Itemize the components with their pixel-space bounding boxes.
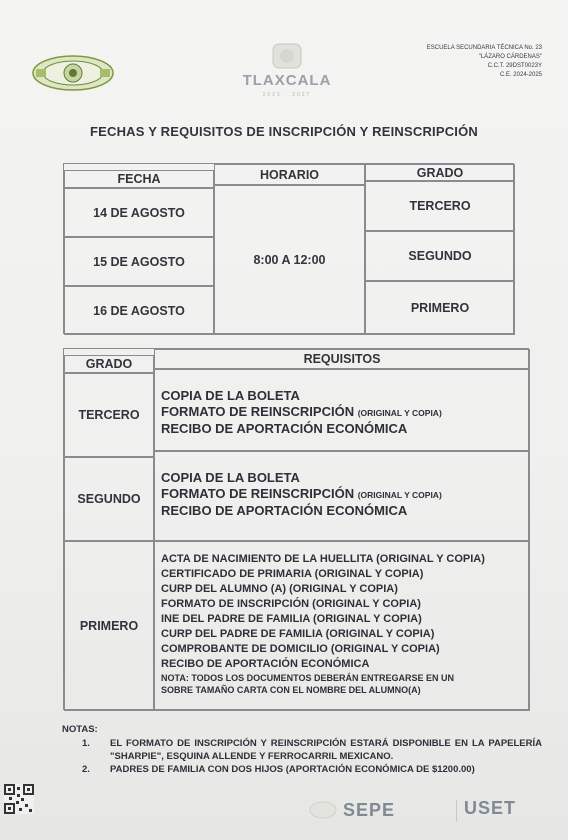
list-item: COPIA DE LA BOLETA [161,470,300,485]
school-alias: "LÁZARO CÁRDENAS" [478,54,542,60]
page-title: FECHAS Y REQUISITOS DE INSCRIPCIÓN Y REINSCRIPCIÓN [89,124,479,139]
req-cell-segundo [154,451,530,541]
list-item: COMPROBANTE DE DOMICILIO (ORIGINAL Y COPIA) [161,643,440,655]
schedule-header-grado: GRADO [365,164,515,181]
schedule-header-horario: HORARIO [214,164,365,185]
note-item-2: 2. PADRES DE FAMILIA CON DOS HIJOS (APORTACIÓN ECONÓMICA DE $1200.00) [82,764,475,775]
list-item: FORMATO DE REINSCRIPCIÓN (ORIGINAL Y COPIA) [161,404,442,419]
req-list-tercero [161,388,442,437]
req-header-requisitos: REQUISITOS [154,349,530,369]
schedule-date-1: 14 DE AGOSTO [64,188,214,237]
list-item: CERTIFICADO DE PRIMARIA (ORIGINAL Y COPIA) [161,568,424,580]
list-item: RECIBO DE APORTACIÓN ECONÓMICA [161,421,408,436]
schedule-table [63,163,514,334]
list-item: FORMATO DE INSCRIPCIÓN (ORIGINAL Y COPIA) [161,598,421,610]
footer-divider [456,800,457,822]
sepe-emblem-icon [308,800,338,820]
school-name: ESCUELA SECUNDARIA TÉCNICA No. 23 [426,45,542,51]
list-item: RECIBO DE APORTACIÓN ECONÓMICA [161,503,408,518]
notes-section [62,724,542,776]
req-grade-primero: PRIMERO [64,541,154,711]
list-item: CURP DEL ALUMNO (A) (ORIGINAL Y COPIA) [161,583,398,595]
schedule-header-fecha: FECHA [64,170,214,188]
school-info [382,44,542,80]
schedule-grade-1: TERCERO [365,181,515,231]
uset-logo-text: USET [464,798,517,818]
tlaxcala-logo [232,40,342,108]
primero-note-line-1: NOTA: TODOS LOS DOCUMENTOS DEBERÁN ENTREGARSE EN UN [161,673,455,683]
req-grade-tercero: TERCERO [64,373,154,457]
notes-label: NOTAS: [62,724,98,735]
schedule-grade-3: PRIMERO [365,281,515,335]
school-cycle: C.E. 2024-2025 [499,72,542,78]
sepe-logo-text: SEPE [343,800,396,820]
school-cct: C.C.T. 29DST0023Y [487,63,542,69]
list-item: FORMATO DE REINSCRIPCIÓN (ORIGINAL Y COPIA) [161,486,442,501]
schedule-date-3: 16 DE AGOSTO [64,286,214,335]
qr-code-icon [4,784,34,814]
state-wordmark: TLAXCALA [242,72,332,89]
list-item: COPIA DE LA BOLETA [161,388,300,403]
schedule-date-2: 15 DE AGOSTO [64,237,214,286]
req-cell-primero [154,541,530,711]
req-list-primero [161,552,485,696]
primero-note-line-2: SOBRE TAMAÑO CARTA CON EL NOMBRE DEL ALUMNO(A) [161,685,421,695]
schedule-time: 8:00 A 12:00 [214,185,365,335]
req-cell-tercero [154,369,530,451]
school-emblem-icon [30,52,116,94]
req-list-segundo [161,470,442,519]
req-grade-segundo: SEGUNDO [64,457,154,541]
list-item: RECIBO DE APORTACIÓN ECONÓMICA [161,658,370,670]
requirements-table [63,348,529,710]
req-header-grado: GRADO [64,355,154,373]
tlaxcala-emblem-icon [232,40,342,72]
note-item-1: 1. EL FORMATO DE INSCRIPCIÓN Y REINSCRIPCIÓN ESTARÁ DISPONIBLE EN LA PAPELERÍA "SHARPIE", ESQUINA ALLENDE Y FERROCARRIL MEXICANO. [82,738,542,762]
list-item: CURP DEL PADRE DE FAMILIA (ORIGINAL Y COPIA) [161,628,435,640]
list-item: ACTA DE NACIMIENTO DE LA HUELLITA (ORIGINAL Y COPIA) [161,553,485,565]
list-item: INE DEL PADRE DE FAMILIA (ORIGINAL Y COPIA) [161,613,422,625]
schedule-grade-2: SEGUNDO [365,231,515,281]
state-years: 2021 · 2027 [262,92,312,98]
